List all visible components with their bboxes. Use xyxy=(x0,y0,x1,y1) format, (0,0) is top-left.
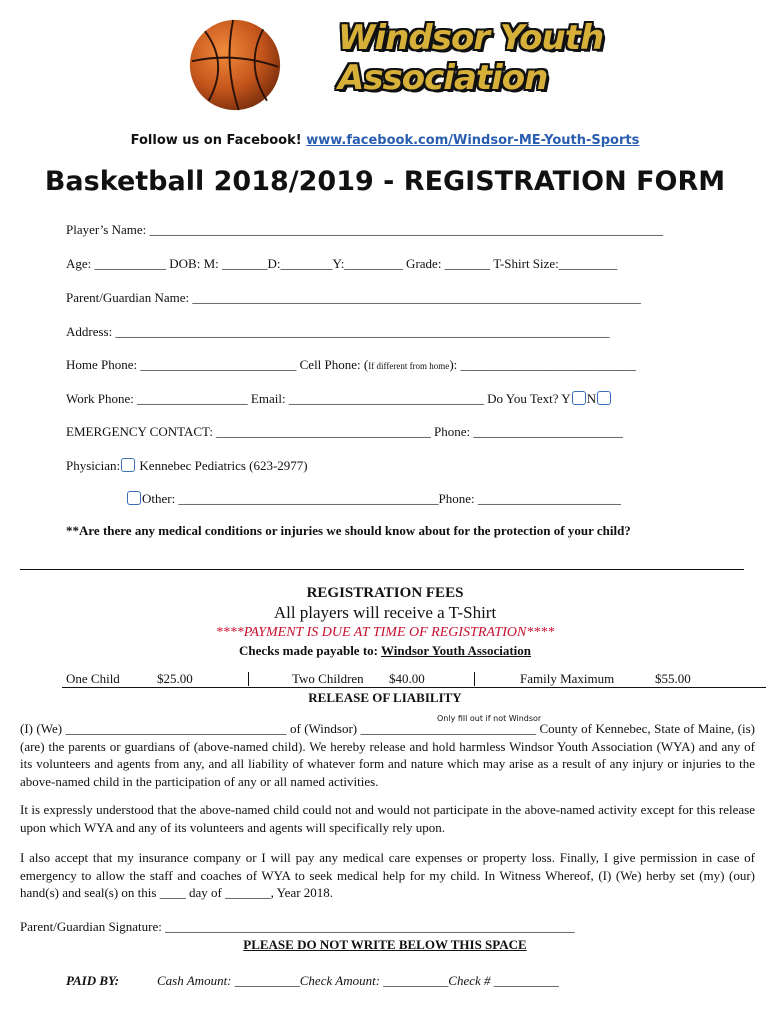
players-name-field[interactable]: Player’s Name: _______________________________________________________________________________ xyxy=(66,222,664,237)
payment-due-notice: ****PAYMENT IS DUE AT TIME OF REGISTRATION**** xyxy=(215,625,555,640)
medical-answer-line[interactable] xyxy=(20,569,744,570)
other-physician-row xyxy=(126,491,621,507)
fee-table-rule xyxy=(62,687,766,688)
facebook-link[interactable]: www.facebook.com/Windsor-ME-Youth-Sports xyxy=(306,133,640,148)
basketball-logo-icon xyxy=(188,18,282,112)
logo-line-1: Windsor Youth xyxy=(338,18,604,58)
phone-field[interactable] xyxy=(66,357,636,373)
office-use-notice: PLEASE DO NOT WRITE BELOW THIS SPACE xyxy=(243,937,527,952)
home-phone-text: Home Phone: ________________________ Cell Phone: ( xyxy=(66,357,369,372)
fee-one-child-label: One Child xyxy=(66,671,120,686)
fee-family-price: $55.00 xyxy=(655,671,691,686)
address-field[interactable]: Address: ____________________________________________________________________________ xyxy=(66,324,610,339)
follow-text: Follow us on Facebook! xyxy=(130,133,302,148)
fee-one-child-price: $25.00 xyxy=(157,671,193,686)
cell-phone-text: ): ___________________________ xyxy=(449,357,637,372)
facebook-line xyxy=(0,133,770,148)
other-physician-text[interactable]: Other: ________________________________________Phone: ______________________ xyxy=(142,491,621,506)
checks-payee: Windsor Youth Association xyxy=(381,643,532,658)
fee-two-children-label: Two Children xyxy=(292,671,364,686)
physician-other-checkbox[interactable] xyxy=(127,491,141,505)
release-paragraph-3[interactable]: I also accept that my insurance company or I will pay any medical care expenses or property loss. Finally, I give permission in case of emergency to allow the staff and coaches of WYA to seek medical help for my child. In Witness Whereof, (I) (We) herby set (my) (our) hand(s) and seal(s) on this ____ day of _______, Year 2018. xyxy=(20,850,755,900)
windsor-note: Only fill out if not Windsor xyxy=(437,714,542,723)
age-dob-grade-field[interactable]: Age: ___________ DOB: M: _______D:________Y:_________ Grade: _______ T-Shirt Size:_________ xyxy=(66,256,618,271)
physician-option: Kennebec Pediatrics (623-2977) xyxy=(139,458,308,473)
tshirt-note: All players will receive a T-Shirt xyxy=(273,603,497,622)
fee-two-children-price: $40.00 xyxy=(389,671,425,686)
checks-label: Checks made payable to: xyxy=(238,643,378,658)
fee-divider xyxy=(248,672,249,686)
signature-field[interactable]: Parent/Guardian Signature: _______________________________________________________________ xyxy=(20,919,575,934)
fees-heading: REGISTRATION FEES xyxy=(306,585,464,601)
checks-payable-line xyxy=(0,643,770,659)
physician-row xyxy=(66,458,308,474)
fee-divider xyxy=(474,672,475,686)
payment-amounts: Cash Amount: __________Check Amount: __________Check # __________ xyxy=(157,973,559,988)
text-no-label: N xyxy=(586,391,597,406)
paid-by-label: PAID BY: xyxy=(66,973,120,988)
release-heading: RELEASE OF LIABILITY xyxy=(308,690,462,705)
text-yes-checkbox[interactable] xyxy=(572,391,586,405)
parent-name-field[interactable]: Parent/Guardian Name: _____________________________________________________________________ xyxy=(66,290,641,305)
fee-family-label: Family Maximum xyxy=(520,671,615,686)
work-email-field xyxy=(66,391,612,407)
cell-phone-note: If different from home xyxy=(368,361,450,371)
release-paragraph-2: It is expressly understood that the above-named child could not and would not participate in the above-named activity except for this release upon which WYA and any of its volunteers and agents will specifically rely upon. xyxy=(20,802,755,835)
page-title: Basketball 2018/2019 - REGISTRATION FORM xyxy=(44,166,726,197)
medical-question: **Are there any medical conditions or injuries we should know about for the protection of your child? xyxy=(66,523,631,538)
release-paragraph-1[interactable]: (I) (We) __________________________________ of (Windsor) ___________________________ County of Kennebec, State of Maine, (is) (are) the parents or guardians of (above-named child). We hereby release and hold harmless Windsor Youth Association (WYA) and any of its volunteers and agents from any, and all liability of whatever form and nature which may arise as a result of any injury or injuries to the above-named child in the participation of any or all named activities. xyxy=(20,721,755,789)
physician-label: Physician: xyxy=(66,458,121,473)
physician-pediatrics-checkbox[interactable] xyxy=(121,458,135,472)
work-email-text: Work Phone: _________________ Email: ______________________________ Do You Text? Y xyxy=(66,391,571,406)
logo-wordmark xyxy=(338,18,603,98)
logo-line-2: Association xyxy=(338,58,548,98)
text-no-checkbox[interactable] xyxy=(597,391,611,405)
emergency-contact-field[interactable]: EMERGENCY CONTACT: _________________________________ Phone: _______________________ xyxy=(66,424,623,439)
